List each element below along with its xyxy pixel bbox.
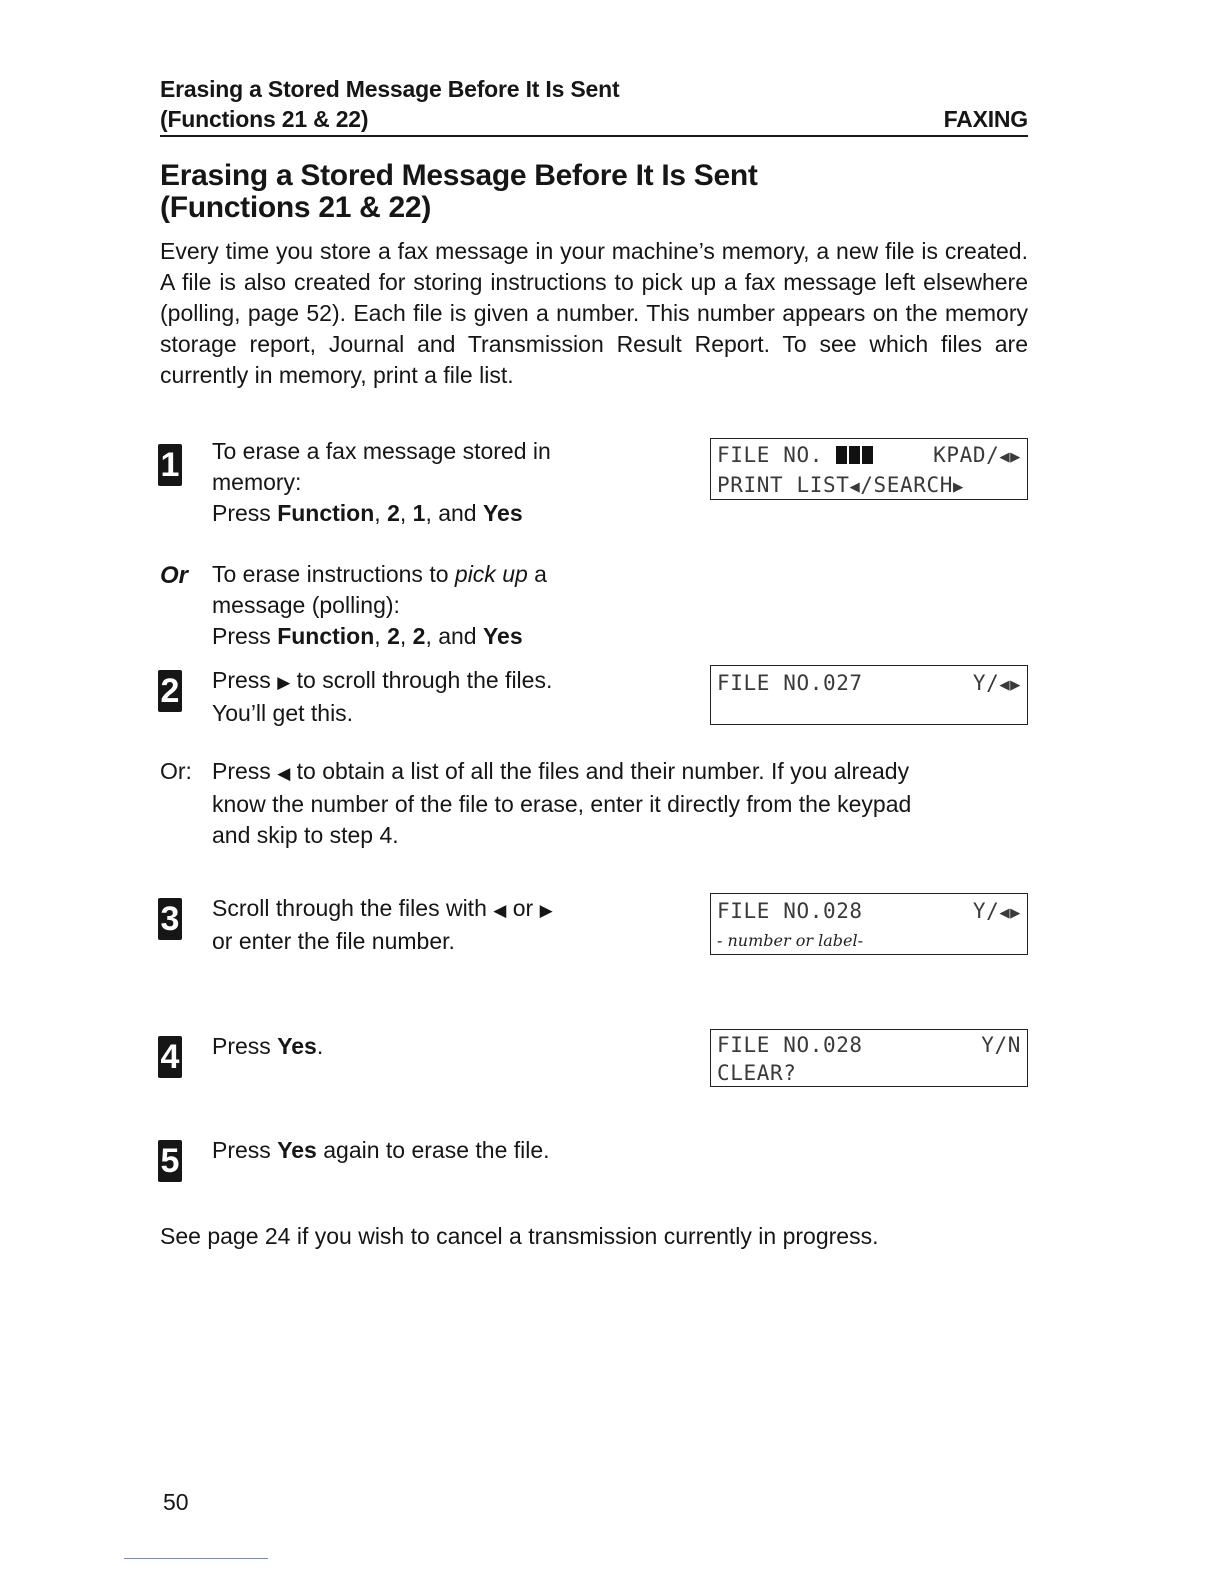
lcd-display-step-2 [710,665,1028,725]
lcd-number-label-hint: - number or label- [717,931,863,950]
lcd-file-no: FILE NO.028 [717,899,863,923]
lcd-file-no: FILE NO. [717,441,875,471]
or-list-line2: know the number of the file to erase, enter it directly from the keypad [212,791,912,817]
right-arrow-icon: ▶ [277,673,291,692]
page-title-line2: (Functions 21 & 22) [160,191,432,224]
left-right-arrow-icon: ◀▶ [999,903,1021,923]
or-polling-line1: To erase instructions to pick up a [212,561,547,587]
lcd-row-2 [717,1059,1021,1087]
or-polling-text [212,559,632,652]
lcd-yes-no: Y/N [981,1033,1021,1057]
lcd-print-list: PRINT LIST◀/SEARCH▶ [717,473,964,497]
lcd-yes-arrows: Y/◀▶ [972,671,1021,695]
step-1-press-line [212,498,632,529]
running-header-title [160,74,619,134]
or-list-line3: and skip to step 4. [212,822,399,848]
key-2-label: 2 [412,623,426,649]
running-header-line1: Erasing a Stored Message Before It Is Sent [160,76,620,102]
yes-key-label: Yes [482,500,523,526]
header-rule [160,135,1028,137]
or-list-line1: Press ◀ to obtain a list of all the files and their number. If you already [212,758,910,784]
step-2-marker: 2 [158,670,182,712]
yes-key-label: Yes [277,1137,317,1163]
key-1-label: 1 [412,500,426,526]
press-text: Press [212,500,278,526]
lcd-block-icon [862,446,873,464]
lcd-row-2 [717,471,1021,501]
or-label: Or [160,562,189,589]
step-5-marker: 5 [158,1140,182,1182]
step-1-line2: memory: [212,469,302,495]
left-right-arrow-icon: ◀▶ [999,447,1021,467]
lcd-row-1 [717,897,1021,927]
step-3-text [212,893,652,957]
footer-rule [124,1558,268,1559]
right-arrow-icon: ▶ [539,901,553,920]
comma: , [399,500,413,526]
right-arrow-icon: ▶ [953,477,964,497]
lcd-block-icon [836,446,847,464]
key-2-label: 2 [387,623,400,649]
pick-up-emphasis: pick up [454,561,528,587]
function-key-label: Function [277,623,375,649]
lcd-kpad: KPAD/◀▶ [933,443,1021,467]
or-list-text [212,756,1028,851]
lcd-row-1 [717,1031,1021,1059]
intro-paragraph: Every time you store a fax message in your machine’s memory, a new file is created. A file is also created for storing instructions to pick up a fax message left elsewhere (polling, page 52). Each file is given a number. This number appears on the memory storage report, Journal and Transmission Result Report. To see which files are currently in memory, print a file list. [160,238,1028,388]
left-arrow-icon: ◀ [493,901,507,920]
step-1-marker: 1 [158,444,182,486]
step-3-line2: or enter the file number. [212,928,455,954]
step-5-text: Press Yes again to erase the file. [212,1137,550,1163]
key-2-label: 2 [387,500,400,526]
and-text: , and [425,500,483,526]
or-polling-press-line: Press Function, 2, 2, and Yes [212,623,523,649]
lcd-clear-prompt: CLEAR? [717,1061,797,1085]
comma: , [374,500,388,526]
yes-key-label: Yes [482,623,523,649]
step-3-marker: 3 [158,898,182,940]
lcd-yes-arrows: Y/◀▶ [972,899,1021,923]
running-header-line2: (Functions 21 & 22) [160,106,369,132]
lcd-row-2 [717,927,1021,955]
step-2-line1: Press ▶ to scroll through the files. [212,667,553,693]
step-2-text [212,665,632,729]
left-arrow-icon: ◀ [277,764,291,783]
step-2-line2: You’ll get this. [212,700,354,726]
yes-key-label: Yes [277,1033,317,1059]
lcd-display-step-4 [710,1029,1028,1087]
page-number: 50 [163,1489,189,1515]
lcd-row-1 [717,441,1021,471]
lcd-block-icon [849,446,860,464]
page-title [160,160,1028,224]
lcd-display-step-3 [710,893,1028,955]
lcd-file-no: FILE NO.027 [717,671,863,695]
lcd-row-1 [717,669,1021,699]
lcd-file-no: FILE NO.028 [717,1033,863,1057]
step-1-text [212,436,632,529]
see-page-note: See page 24 if you wish to cancel a transmission currently in progress. [160,1223,879,1249]
page-title-line1: Erasing a Stored Message Before It Is Sent [160,159,758,192]
or-colon-label: Or: [160,758,192,784]
left-arrow-icon: ◀ [849,477,861,497]
left-right-arrow-icon: ◀▶ [999,675,1021,695]
or-polling-line2: message (polling): [212,592,400,618]
step-4-text: Press Yes. [212,1033,324,1059]
step-1-line1: To erase a fax message stored in [212,438,551,464]
step-4-marker: 4 [158,1036,182,1078]
step-3-line1: Scroll through the files with ◀ or ▶ [212,895,553,921]
function-key-label: Function [277,500,375,526]
running-header-section: FAXING [943,106,1028,132]
lcd-display-step-1 [710,438,1028,500]
